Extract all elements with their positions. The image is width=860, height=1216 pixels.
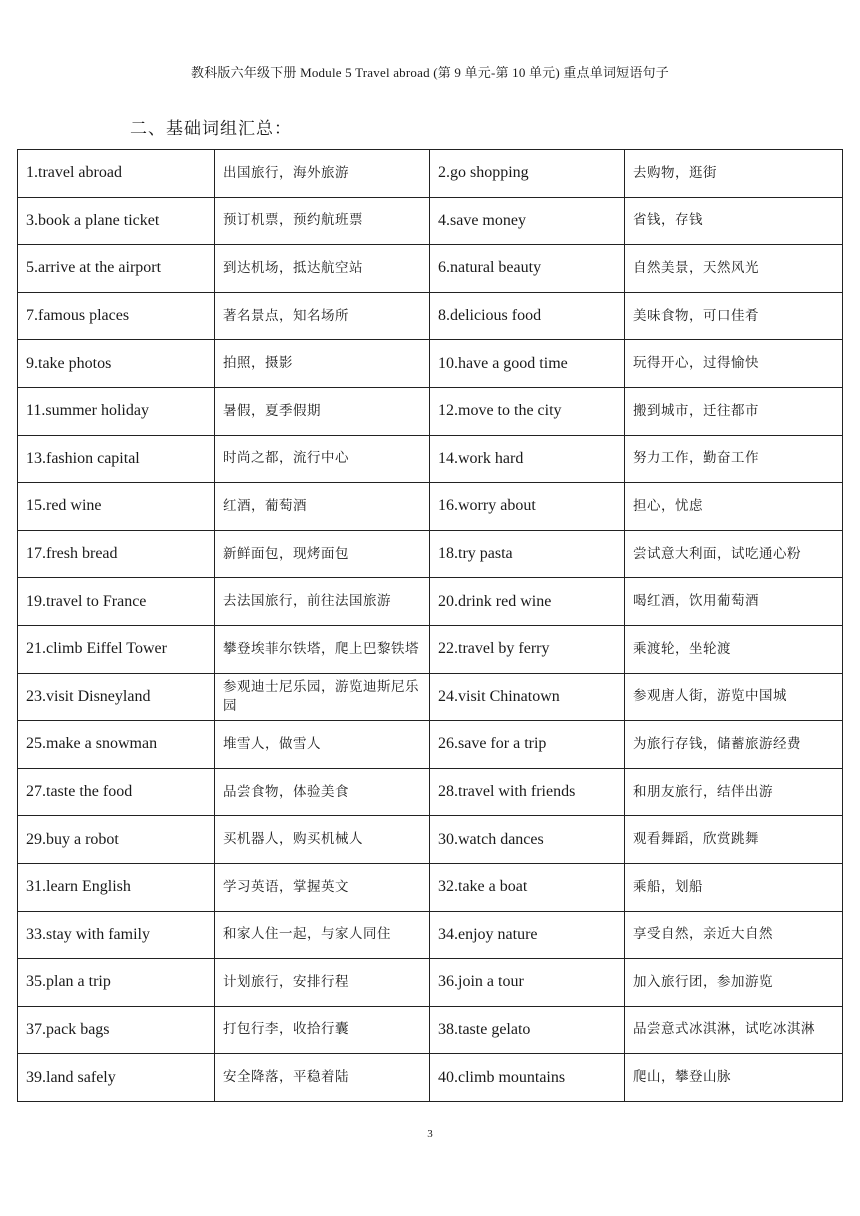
english-phrase-cell: 30.watch dances xyxy=(430,816,625,864)
english-phrase-cell: 39.land safely xyxy=(18,1054,215,1102)
chinese-meaning-cell: 尝试意大利面，试吃通心粉 xyxy=(625,530,843,578)
table-row xyxy=(18,673,843,721)
chinese-meaning-cell: 到达机场，抵达航空站 xyxy=(215,245,430,293)
table-row xyxy=(18,816,843,864)
chinese-meaning-cell: 品尝食物，体验美食 xyxy=(215,768,430,816)
chinese-meaning-cell: 著名景点，知名场所 xyxy=(215,292,430,340)
english-phrase-cell: 38.taste gelato xyxy=(430,1006,625,1054)
chinese-meaning-cell: 省钱，存钱 xyxy=(625,197,843,245)
table-row xyxy=(18,435,843,483)
chinese-meaning-cell: 打包行李，收拾行囊 xyxy=(215,1006,430,1054)
english-phrase-cell: 1.travel abroad xyxy=(18,150,215,198)
english-phrase-cell: 7.famous places xyxy=(18,292,215,340)
table-row xyxy=(18,1006,843,1054)
english-phrase-cell: 28.travel with friends xyxy=(430,768,625,816)
english-phrase-cell: 8.delicious food xyxy=(430,292,625,340)
english-phrase-cell: 20.drink red wine xyxy=(430,578,625,626)
table-row xyxy=(18,197,843,245)
chinese-meaning-cell: 暑假，夏季假期 xyxy=(215,387,430,435)
table-row xyxy=(18,292,843,340)
english-phrase-cell: 16.worry about xyxy=(430,483,625,531)
chinese-meaning-cell: 为旅行存钱，储蓄旅游经费 xyxy=(625,721,843,769)
english-phrase-cell: 36.join a tour xyxy=(430,959,625,1007)
english-phrase-cell: 31.learn English xyxy=(18,863,215,911)
english-phrase-cell: 18.try pasta xyxy=(430,530,625,578)
table-row xyxy=(18,578,843,626)
chinese-meaning-cell: 和家人住一起，与家人同住 xyxy=(215,911,430,959)
chinese-meaning-cell: 攀登埃菲尔铁塔，爬上巴黎铁塔 xyxy=(215,625,430,673)
table-row xyxy=(18,245,843,293)
table-row xyxy=(18,721,843,769)
english-phrase-cell: 5.arrive at the airport xyxy=(18,245,215,293)
chinese-meaning-cell: 堆雪人，做雪人 xyxy=(215,721,430,769)
chinese-meaning-cell: 计划旅行，安排行程 xyxy=(215,959,430,1007)
english-phrase-cell: 22.travel by ferry xyxy=(430,625,625,673)
chinese-meaning-cell: 搬到城市，迁往都市 xyxy=(625,387,843,435)
english-phrase-cell: 11.summer holiday xyxy=(18,387,215,435)
chinese-meaning-cell: 美味食物，可口佳肴 xyxy=(625,292,843,340)
table-row xyxy=(18,1054,843,1102)
table-row xyxy=(18,530,843,578)
page-header: 教科版六年级下册 Module 5 Travel abroad (第 9 单元-第 10 单元) 重点单词短语句子 xyxy=(191,65,669,80)
english-phrase-cell: 10.have a good time xyxy=(430,340,625,388)
chinese-meaning-cell: 乘渡轮，坐轮渡 xyxy=(625,625,843,673)
chinese-meaning-cell: 去法国旅行，前往法国旅游 xyxy=(215,578,430,626)
chinese-meaning-cell: 加入旅行团，参加游览 xyxy=(625,959,843,1007)
chinese-meaning-cell: 出国旅行，海外旅游 xyxy=(215,150,430,198)
table-row xyxy=(18,911,843,959)
english-phrase-cell: 24.visit Chinatown xyxy=(430,673,625,721)
english-phrase-cell: 4.save money xyxy=(430,197,625,245)
table-row xyxy=(18,863,843,911)
english-phrase-cell: 27.taste the food xyxy=(18,768,215,816)
page-number: 3 xyxy=(427,1128,433,1140)
english-phrase-cell: 23.visit Disneyland xyxy=(18,673,215,721)
vocabulary-table-body xyxy=(18,150,843,1102)
vocabulary-table xyxy=(17,149,843,1102)
english-phrase-cell: 12.move to the city xyxy=(430,387,625,435)
table-row xyxy=(18,625,843,673)
english-phrase-cell: 35.plan a trip xyxy=(18,959,215,1007)
english-phrase-cell: 40.climb mountains xyxy=(430,1054,625,1102)
chinese-meaning-cell: 自然美景，天然风光 xyxy=(625,245,843,293)
english-phrase-cell: 26.save for a trip xyxy=(430,721,625,769)
chinese-meaning-cell: 和朋友旅行，结伴出游 xyxy=(625,768,843,816)
chinese-meaning-cell: 买机器人，购买机械人 xyxy=(215,816,430,864)
english-phrase-cell: 13.fashion capital xyxy=(18,435,215,483)
chinese-meaning-cell: 担心，忧虑 xyxy=(625,483,843,531)
table-row xyxy=(18,340,843,388)
chinese-meaning-cell: 学习英语，掌握英文 xyxy=(215,863,430,911)
table-row xyxy=(18,483,843,531)
chinese-meaning-cell: 喝红酒，饮用葡萄酒 xyxy=(625,578,843,626)
chinese-meaning-cell: 新鲜面包，现烤面包 xyxy=(215,530,430,578)
english-phrase-cell: 34.enjoy nature xyxy=(430,911,625,959)
english-phrase-cell: 32.take a boat xyxy=(430,863,625,911)
chinese-meaning-cell: 去购物，逛街 xyxy=(625,150,843,198)
english-phrase-cell: 19.travel to France xyxy=(18,578,215,626)
english-phrase-cell: 29.buy a robot xyxy=(18,816,215,864)
chinese-meaning-cell: 享受自然，亲近大自然 xyxy=(625,911,843,959)
english-phrase-cell: 25.make a snowman xyxy=(18,721,215,769)
chinese-meaning-cell: 红酒，葡萄酒 xyxy=(215,483,430,531)
english-phrase-cell: 6.natural beauty xyxy=(430,245,625,293)
english-phrase-cell: 2.go shopping xyxy=(430,150,625,198)
english-phrase-cell: 14.work hard xyxy=(430,435,625,483)
table-row xyxy=(18,768,843,816)
chinese-meaning-cell: 参观唐人街，游览中国城 xyxy=(625,673,843,721)
table-row xyxy=(18,150,843,198)
chinese-meaning-cell: 安全降落，平稳着陆 xyxy=(215,1054,430,1102)
table-row xyxy=(18,959,843,1007)
chinese-meaning-cell: 爬山，攀登山脉 xyxy=(625,1054,843,1102)
english-phrase-cell: 21.climb Eiffel Tower xyxy=(18,625,215,673)
english-phrase-cell: 3.book a plane ticket xyxy=(18,197,215,245)
chinese-meaning-cell: 观看舞蹈，欣赏跳舞 xyxy=(625,816,843,864)
english-phrase-cell: 37.pack bags xyxy=(18,1006,215,1054)
chinese-meaning-cell: 乘船，划船 xyxy=(625,863,843,911)
chinese-meaning-cell: 预订机票，预约航班票 xyxy=(215,197,430,245)
chinese-meaning-cell: 品尝意式冰淇淋，试吃冰淇淋 xyxy=(625,1006,843,1054)
english-phrase-cell: 9.take photos xyxy=(18,340,215,388)
english-phrase-cell: 15.red wine xyxy=(18,483,215,531)
chinese-meaning-cell: 时尚之都，流行中心 xyxy=(215,435,430,483)
english-phrase-cell: 17.fresh bread xyxy=(18,530,215,578)
table-row xyxy=(18,387,843,435)
chinese-meaning-cell: 拍照，摄影 xyxy=(215,340,430,388)
section-title: 二、基础词组汇总： xyxy=(130,119,292,139)
chinese-meaning-cell: 努力工作，勤奋工作 xyxy=(625,435,843,483)
english-phrase-cell: 33.stay with family xyxy=(18,911,215,959)
chinese-meaning-cell: 玩得开心，过得愉快 xyxy=(625,340,843,388)
chinese-meaning-cell: 参观迪士尼乐园，游览迪斯尼乐园 xyxy=(215,673,430,721)
